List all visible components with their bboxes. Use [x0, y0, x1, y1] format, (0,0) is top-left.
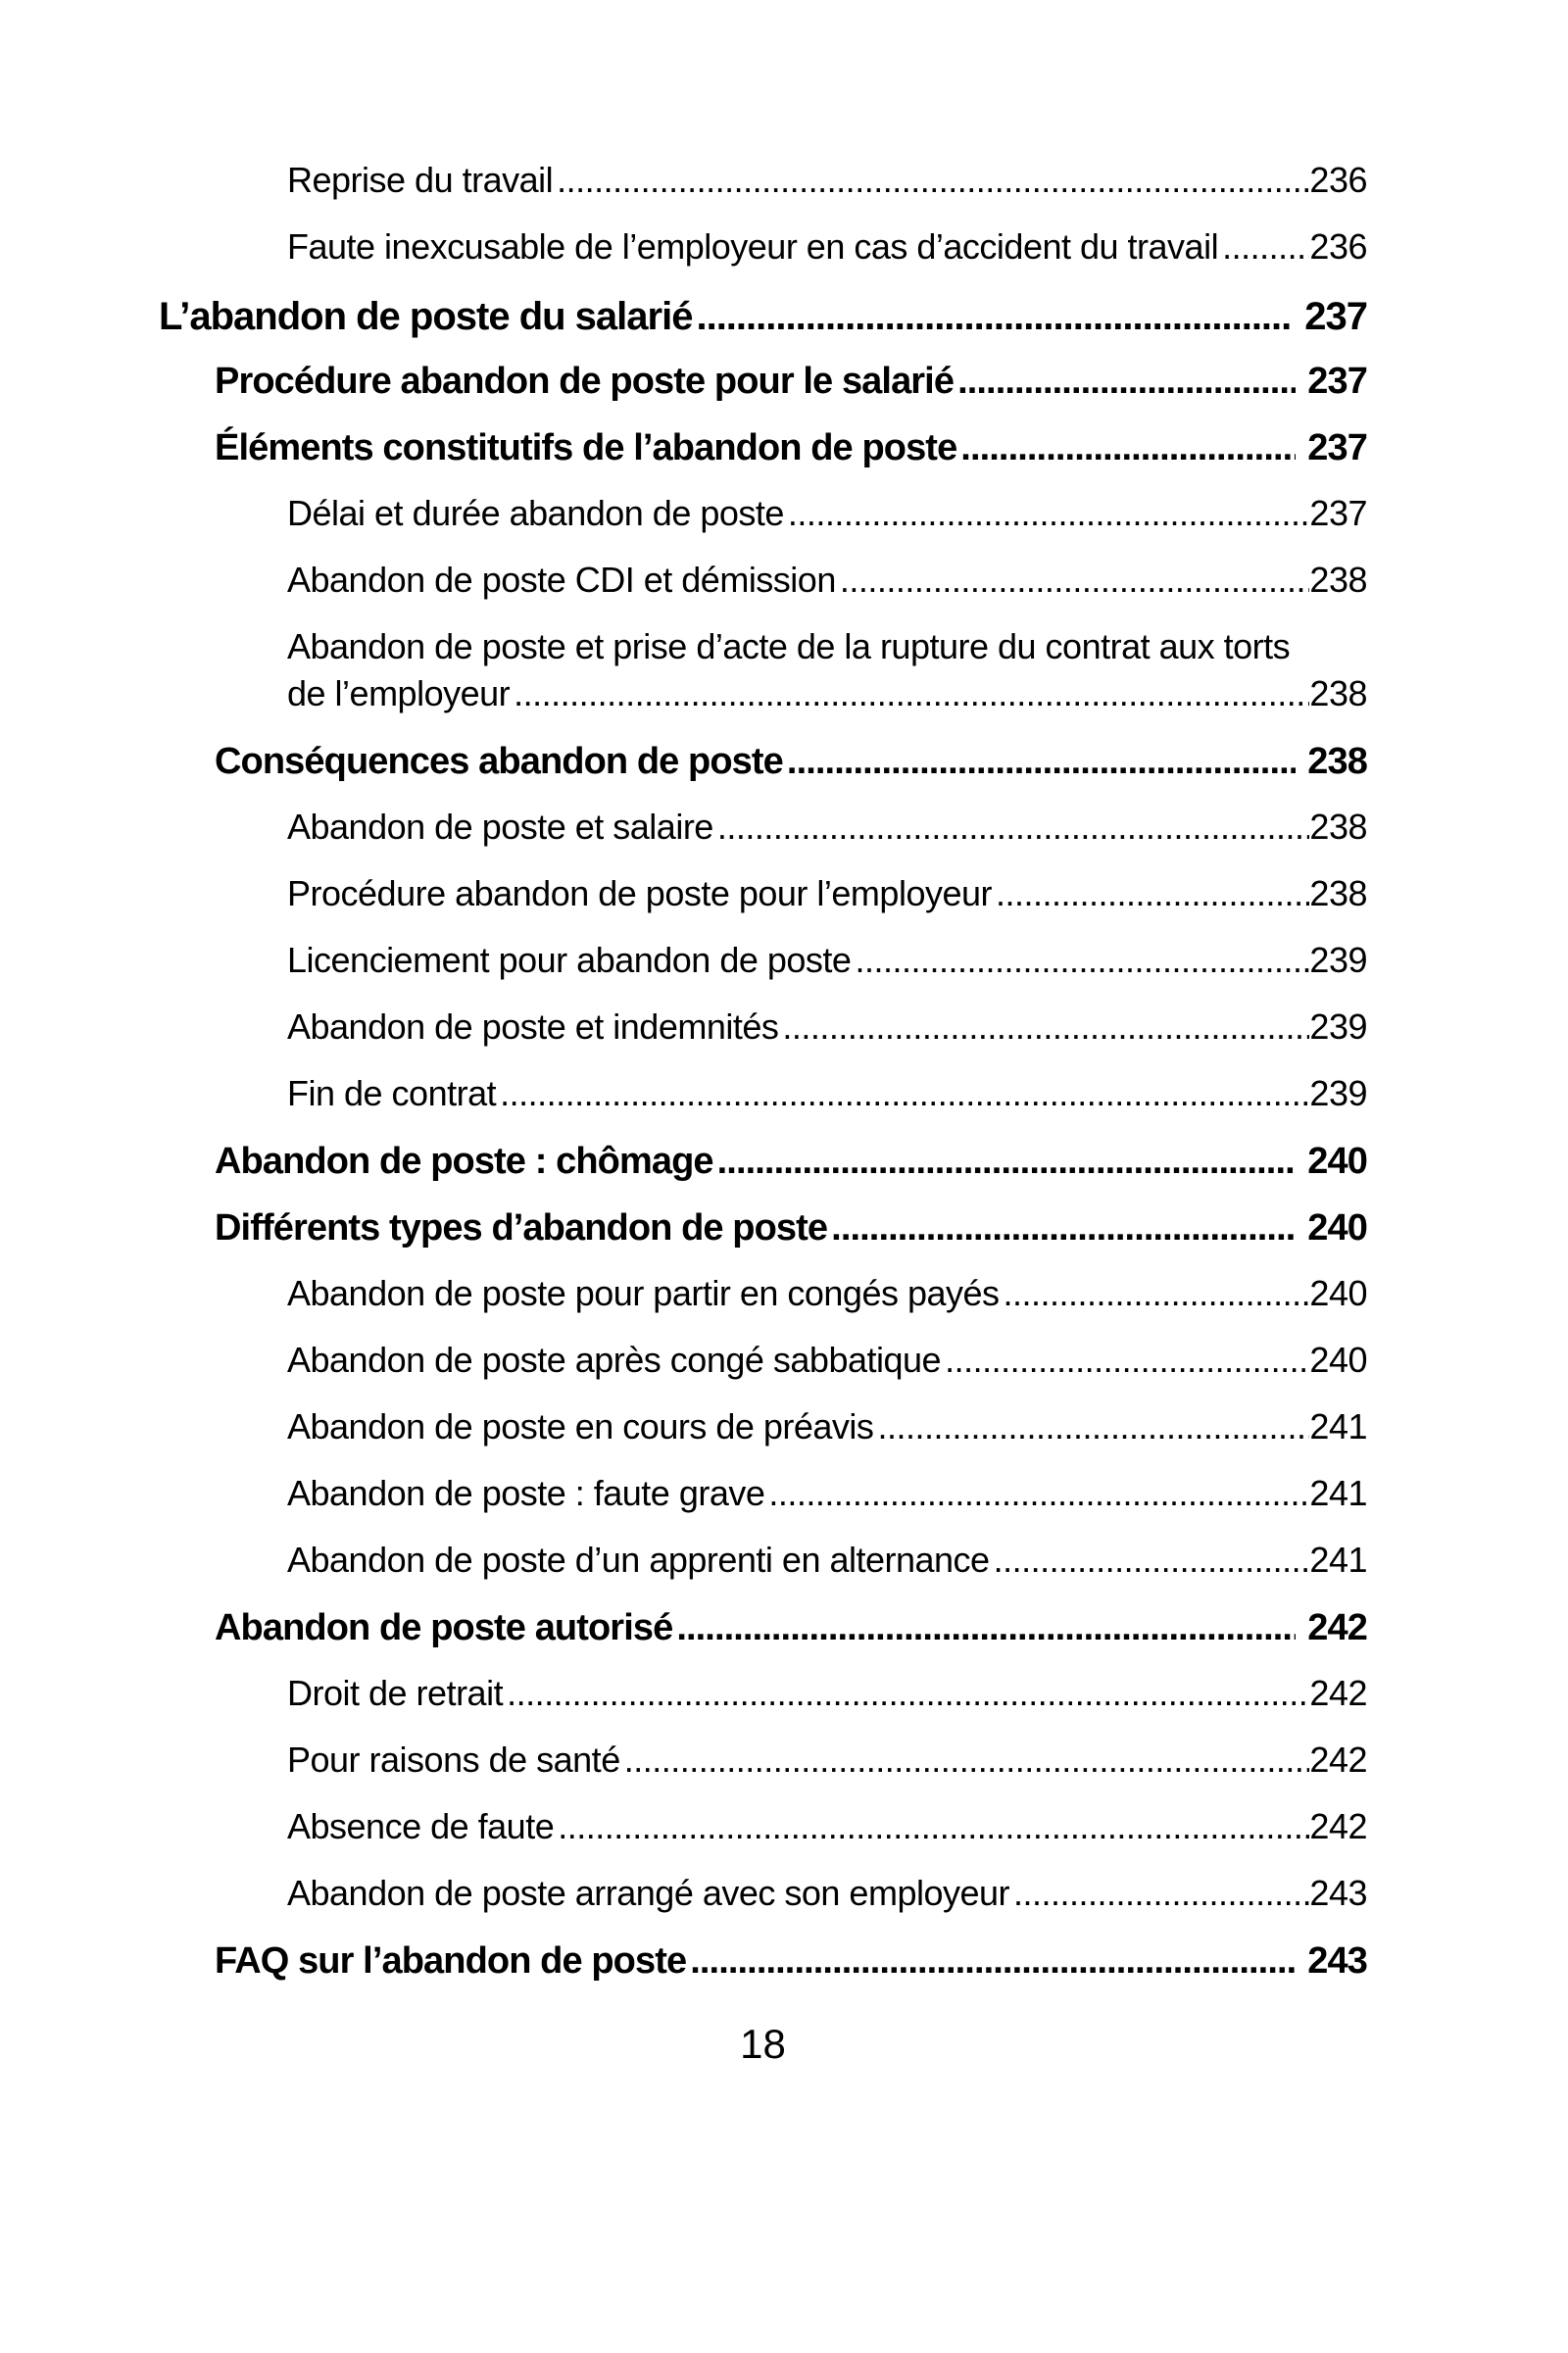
toc-entry-title: L’abandon de poste du salarié — [159, 295, 693, 338]
dot-leader — [500, 1070, 1309, 1117]
toc-page-number: 242 — [1309, 1806, 1367, 1846]
toc-entry-title: Droit de retrait — [287, 1673, 504, 1713]
dot-leader — [557, 157, 1309, 204]
dot-leader — [945, 1337, 1309, 1384]
toc-entry-title: Pour raisons de santé — [287, 1740, 620, 1780]
toc-entry — [159, 1470, 1367, 1517]
toc-page-number: 238 — [1309, 673, 1367, 713]
toc-page-number: 239 — [1309, 1006, 1367, 1047]
toc-entry-title: Conséquences abandon de poste — [215, 741, 783, 782]
toc-entry-title: Reprise du travail — [287, 160, 554, 200]
toc-entry — [159, 357, 1367, 406]
dot-leader — [994, 1537, 1310, 1584]
dot-leader — [960, 423, 1296, 472]
dot-leader — [690, 1936, 1296, 1985]
toc-page-number: 239 — [1309, 940, 1367, 980]
dot-leader — [717, 1137, 1297, 1186]
dot-leader — [507, 1670, 1309, 1717]
toc-entry-title: Abandon de poste après congé sabbatique — [287, 1340, 942, 1380]
toc-entry-title: Fin de contrat — [287, 1073, 497, 1113]
dot-leader — [1222, 223, 1309, 270]
toc-entry — [159, 423, 1367, 472]
toc-page-number: 239 — [1309, 1073, 1367, 1113]
toc-entry-title: Abandon de poste d’un apprenti en alternance — [287, 1540, 990, 1580]
toc-entry — [159, 1137, 1367, 1186]
toc-entry — [159, 870, 1367, 917]
toc-page-number: 237 — [1307, 427, 1367, 468]
toc-entry-title-continuation: de l’employeur — [287, 673, 511, 713]
toc-entry-title: Abandon de poste : chômage — [215, 1141, 713, 1182]
toc-entry — [159, 290, 1367, 343]
toc-page-number: 242 — [1309, 1673, 1367, 1713]
toc-entry — [159, 1803, 1367, 1850]
toc-entry — [159, 557, 1367, 604]
toc-page-number: 238 — [1309, 873, 1367, 913]
toc-entry — [159, 1337, 1367, 1384]
toc-entry — [159, 1737, 1367, 1784]
toc-entry-title: Éléments constitutifs de l’abandon de poste — [215, 427, 957, 468]
toc-entry — [159, 1070, 1367, 1117]
toc-entry — [159, 737, 1367, 786]
dot-leader — [855, 937, 1309, 984]
dot-leader — [768, 1470, 1309, 1517]
toc-entry — [159, 804, 1367, 851]
toc-entry-title: Abandon de poste et salaire — [287, 807, 713, 847]
toc-entry-title: Abandon de poste et prise d’acte de la rupture du contrat aux torts — [287, 626, 1291, 666]
toc-page-number: 236 — [1309, 160, 1367, 200]
dot-leader — [877, 1403, 1309, 1450]
toc-page-number: 240 — [1309, 1273, 1367, 1313]
toc-page-number: 237 — [1309, 493, 1367, 533]
toc-entry-title: Absence de faute — [287, 1806, 555, 1846]
toc-entry-wrapped-line-2 — [159, 670, 1367, 717]
dot-leader — [717, 804, 1310, 851]
toc-page-number: 241 — [1309, 1473, 1367, 1513]
dot-leader — [788, 490, 1310, 537]
toc-page-number: 241 — [1309, 1406, 1367, 1446]
toc-entry-title: Abandon de poste : faute grave — [287, 1473, 765, 1513]
toc-entry-title: Différents types d’abandon de poste — [215, 1207, 828, 1249]
dot-leader — [787, 737, 1296, 786]
toc-entry-title: Abandon de poste arrangé avec son employeur — [287, 1873, 1010, 1913]
toc-entry-title: Procédure abandon de poste pour l’employeur — [287, 873, 992, 913]
toc-page-number: 237 — [1304, 295, 1367, 338]
toc-entry-title: Procédure abandon de poste pour le salarié — [215, 361, 955, 402]
toc-entry-wrapped-line-1 — [159, 623, 1367, 670]
dot-leader — [514, 670, 1309, 717]
dot-leader — [782, 1004, 1309, 1051]
dot-leader — [996, 870, 1309, 917]
toc-entry — [159, 1870, 1367, 1917]
toc-page-number: 240 — [1307, 1141, 1367, 1182]
toc-entry — [159, 490, 1367, 537]
toc-entry-title: Abandon de poste en cours de préavis — [287, 1406, 874, 1446]
dot-leader — [696, 290, 1293, 343]
table-of-contents — [159, 157, 1367, 2003]
toc-page-number: 238 — [1309, 560, 1367, 600]
dot-leader — [676, 1603, 1296, 1652]
toc-entry — [159, 1004, 1367, 1051]
toc-entry — [159, 1203, 1367, 1252]
toc-page-number: 241 — [1309, 1540, 1367, 1580]
toc-entry — [159, 157, 1367, 204]
toc-page-number: 238 — [1307, 741, 1367, 782]
toc-entry — [159, 937, 1367, 984]
toc-entry — [159, 1603, 1367, 1652]
toc-page-number: 242 — [1307, 1607, 1367, 1648]
folio-page-number: 18 — [740, 2021, 786, 2067]
toc-entry-title: Abandon de poste pour partir en congés payés — [287, 1273, 1000, 1313]
dot-leader — [624, 1737, 1310, 1784]
toc-page-number: 240 — [1307, 1207, 1367, 1249]
dot-leader — [1004, 1270, 1310, 1317]
dot-leader — [1013, 1870, 1309, 1917]
toc-page-number: 243 — [1309, 1873, 1367, 1913]
toc-entry — [159, 223, 1367, 270]
toc-page-number: 238 — [1309, 807, 1367, 847]
toc-page-number: 236 — [1309, 226, 1367, 267]
toc-page-number: 237 — [1307, 361, 1367, 402]
toc-page-number: 240 — [1309, 1340, 1367, 1380]
toc-entry — [159, 1537, 1367, 1584]
dot-leader — [957, 357, 1296, 406]
toc-entry-title: FAQ sur l’abandon de poste — [215, 1940, 687, 1982]
dot-leader — [840, 557, 1310, 604]
toc-entry — [159, 1670, 1367, 1717]
toc-entry-title: Faute inexcusable de l’employeur en cas d’accident du travail — [287, 226, 1219, 267]
toc-entry-title: Abandon de poste autorisé — [215, 1607, 673, 1648]
dot-leader — [831, 1203, 1296, 1252]
toc-entry — [159, 1936, 1367, 1985]
toc-page-number: 242 — [1309, 1740, 1367, 1780]
toc-entry-title: Licenciement pour abandon de poste — [287, 940, 852, 980]
toc-page-number: 243 — [1307, 1940, 1367, 1982]
toc-entry-title: Abandon de poste et indemnités — [287, 1006, 779, 1047]
toc-entry-title: Délai et durée abandon de poste — [287, 493, 784, 533]
toc-entry — [159, 1270, 1367, 1317]
dot-leader — [558, 1803, 1309, 1850]
toc-entry — [159, 1403, 1367, 1450]
toc-entry-title: Abandon de poste CDI et démission — [287, 560, 836, 600]
